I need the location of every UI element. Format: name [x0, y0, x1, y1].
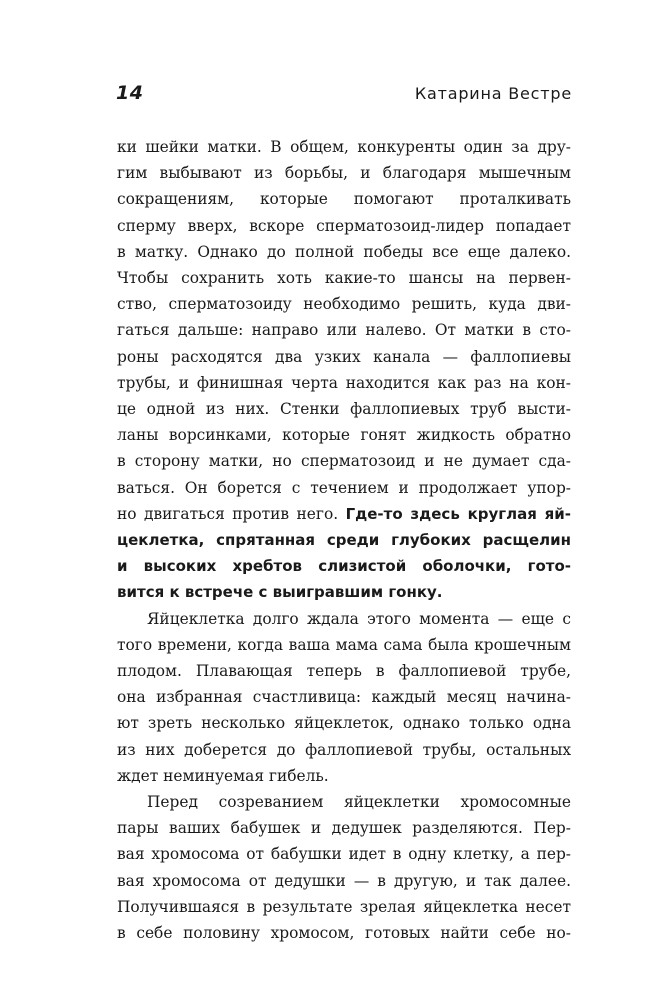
text-line: в матку. Однако до полной победы все еще далеко.: [117, 242, 571, 261]
text-line: Чтобы сохранить хоть какие-то шансы на первен-: [117, 269, 571, 288]
text-line: гаться дальше: направо или налево. От матки в сто-: [117, 321, 571, 340]
bold-text-line: цеклетка, спрятанная среди глубоких расщелин: [117, 531, 571, 550]
bold-text-line: и высоких хребтов слизистой оболочки, гото-: [117, 557, 571, 576]
text-line: из них доберется до фаллопиевой трубы, остальных: [117, 740, 571, 759]
text-line: Перед созреванием яйцеклетки хромосомные: [147, 793, 571, 812]
page-number: 14: [116, 82, 144, 104]
bold-text-segment: Где-то здесь круглая яй-: [345, 504, 571, 523]
text-line: ство, сперматозоиду необходимо решить, куда дви-: [117, 295, 571, 314]
text-line: гим выбывают из борьбы, и благодаря мышечным: [117, 164, 571, 183]
body-text: [117, 134, 571, 946]
text-line: ланы ворсинками, которые гонят жидкость обратно: [117, 426, 571, 445]
text-line: роны расходятся два узких канала — фаллопиевы: [117, 347, 571, 366]
running-head-author: Катарина Вестре: [414, 84, 572, 103]
text-line: ваться. Он борется с течением и продолжает упор-: [117, 478, 571, 497]
text-segment: но двигаться против него.: [117, 504, 339, 523]
text-line: ждет неминуемая гибель.: [117, 766, 329, 785]
text-line: вая хромосома от дедушки — в другую, и так далее.: [117, 871, 571, 890]
text-line: це одной из них. Стенки фаллопиевых труб высти-: [117, 400, 571, 419]
text-line: ки шейки матки. В общем, конкуренты один за дру-: [117, 138, 571, 156]
text-line: в сторону матки, но сперматозоид и не думает сда-: [117, 452, 571, 471]
text-line: ют зреть несколько яйцеклеток, однако только одна: [117, 714, 571, 733]
text-line: Получившаяся в результате зрелая яйцеклетка несет: [117, 897, 571, 916]
text-line: плодом. Плавающая теперь в фаллопиевой трубе,: [117, 662, 571, 681]
text-line: вая хромосома от бабушки идет в одну клетку, а пер-: [117, 845, 571, 864]
text-line: того времени, когда ваша мама сама была крошечным: [117, 635, 571, 654]
text-line: пары ваших бабушек и дедушек разделяются. Пер-: [117, 819, 571, 838]
text-line: в себе половину хромосом, готовых найти себе но-: [117, 924, 571, 943]
text-line: сокращениям, которые помогают проталкивать: [117, 190, 571, 209]
text-line: трубы, и финишная черта находится как раз на кон-: [117, 373, 571, 392]
text-line: она избранная счастливица: каждый месяц начина-: [117, 688, 571, 707]
text-line: Яйцеклетка долго ждала этого момента — еще с: [147, 609, 571, 628]
text-line-mixed: [117, 501, 571, 527]
bold-text-line: вится к встрече с выигравшим гонку.: [117, 583, 443, 602]
text-line: сперму вверх, вскоре сперматозоид-лидер попадает: [117, 216, 571, 235]
